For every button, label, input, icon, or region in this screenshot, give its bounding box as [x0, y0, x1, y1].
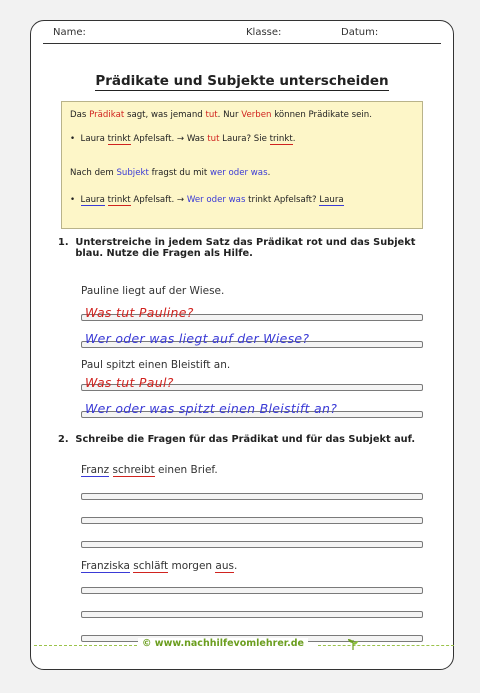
header-divider [43, 43, 441, 44]
name-label: Name: [53, 27, 86, 38]
handwritten-answer: Was tut Paul? [85, 375, 174, 390]
info-line-1: Das Prädikat sagt, was jemand tut. Nur Verben können Prädikate sein. [70, 110, 372, 120]
footer-divider [34, 645, 142, 646]
worksheet [30, 20, 454, 670]
answer-line[interactable] [81, 611, 423, 618]
footer-divider [318, 645, 454, 646]
answer-line[interactable] [81, 541, 423, 548]
handwritten-answer: Wer oder was spitzt einen Bleistift an? [85, 401, 338, 416]
task-2-instruction: 2. Schreibe die Fragen für das Prädikat und für das Subjekt auf. [58, 434, 416, 445]
handwritten-answer: Wer oder was liegt auf der Wiese? [85, 331, 310, 346]
footer-link[interactable]: © www.nachhilfevomlehrer.de [138, 638, 308, 649]
info-line-4: • Laura trinkt Apfelsaft. → Wer oder was trinkt Apfelsaft? Laura [70, 195, 344, 205]
info-line-2: • Laura trinkt Apfelsaft. → Was tut Laura? Sie trinkt. [70, 134, 296, 144]
answer-line[interactable] [81, 587, 423, 594]
info-box [61, 101, 423, 229]
task-1-sentence-2: Paul spitzt einen Bleistift an. [81, 359, 231, 371]
handwritten-answer: Was tut Pauline? [85, 305, 194, 320]
footer [0, 638, 480, 652]
task-1-instruction: 1. Unterstreiche in jedem Satz das Prädikat rot und das Subjekt blau. Nutze die Fragen als Hilfe. [58, 237, 416, 259]
answer-line[interactable] [81, 517, 423, 524]
date-label: Datum: [341, 27, 379, 38]
leaf-icon [346, 637, 360, 651]
task-2-sentence-1: Franz schreibt einen Brief. [81, 464, 218, 476]
answer-line[interactable] [81, 493, 423, 500]
task-2-sentence-2: Franziska schläft morgen aus. [81, 560, 238, 572]
info-line-3: Nach dem Subjekt fragst du mit wer oder was. [70, 168, 271, 178]
class-label: Klasse: [246, 27, 282, 38]
page-title: Prädikate und Subjekte unterscheiden [95, 73, 389, 89]
task-1-sentence-1: Pauline liegt auf der Wiese. [81, 285, 225, 297]
